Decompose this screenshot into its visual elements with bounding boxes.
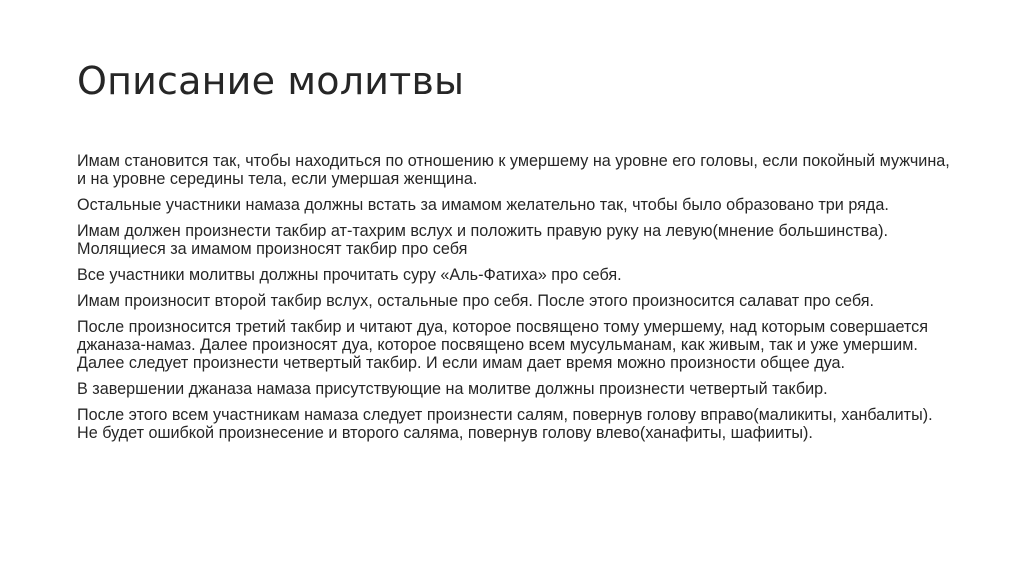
paragraph-salam: После этого всем участникам намаза следует произнести салям, повернув голову вправо(маликиты, ханбалиты). Не будет ошибкой произнесение и второго саляма, повернув голову влево(ханафиты, шафииты). [77,406,933,442]
slide-title: Описание молитвы [77,59,465,103]
paragraph-first-takbir: Имам должен произнести такбир ат-тахрим вслух и положить правую руку на левую(мнение большинства). Молящиеся за имамом произносят такбир про себя [77,222,889,258]
paragraph-fourth-takbir: В завершении джаназа намаза присутствующие на молитве должны произнести четвертый такбир. [77,380,828,398]
slide-body [77,152,957,450]
paragraph-fatiha: Все участники молитвы должны прочитать суру «Аль-Фатиха» про себя. [77,266,622,284]
paragraph-third-takbir: После произносится третий такбир и читают дуа, которое посвящено тому умершему, над которым совершается джаназа-намаз. Далее произносят дуа, которое посвящено всем мусульманам, как живым, так и уже умершим. Далее следует произнести четвертый такбир. И если имам дает время можно произности общее дуа. [77,318,929,372]
paragraph-second-takbir: Имам произносит второй такбир вслух, остальные про себя. После этого произносится салават про себя. [77,292,875,310]
paragraph-imam-position: Имам становится так, чтобы находиться по отношению к умершему на уровне его головы, если покойный мужчина, и на уровне середины тела, если умершая женщина. [77,152,950,188]
paragraph-rows: Остальные участники намаза должны встать за имамом желательно так, чтобы было образовано три ряда. [77,196,889,214]
